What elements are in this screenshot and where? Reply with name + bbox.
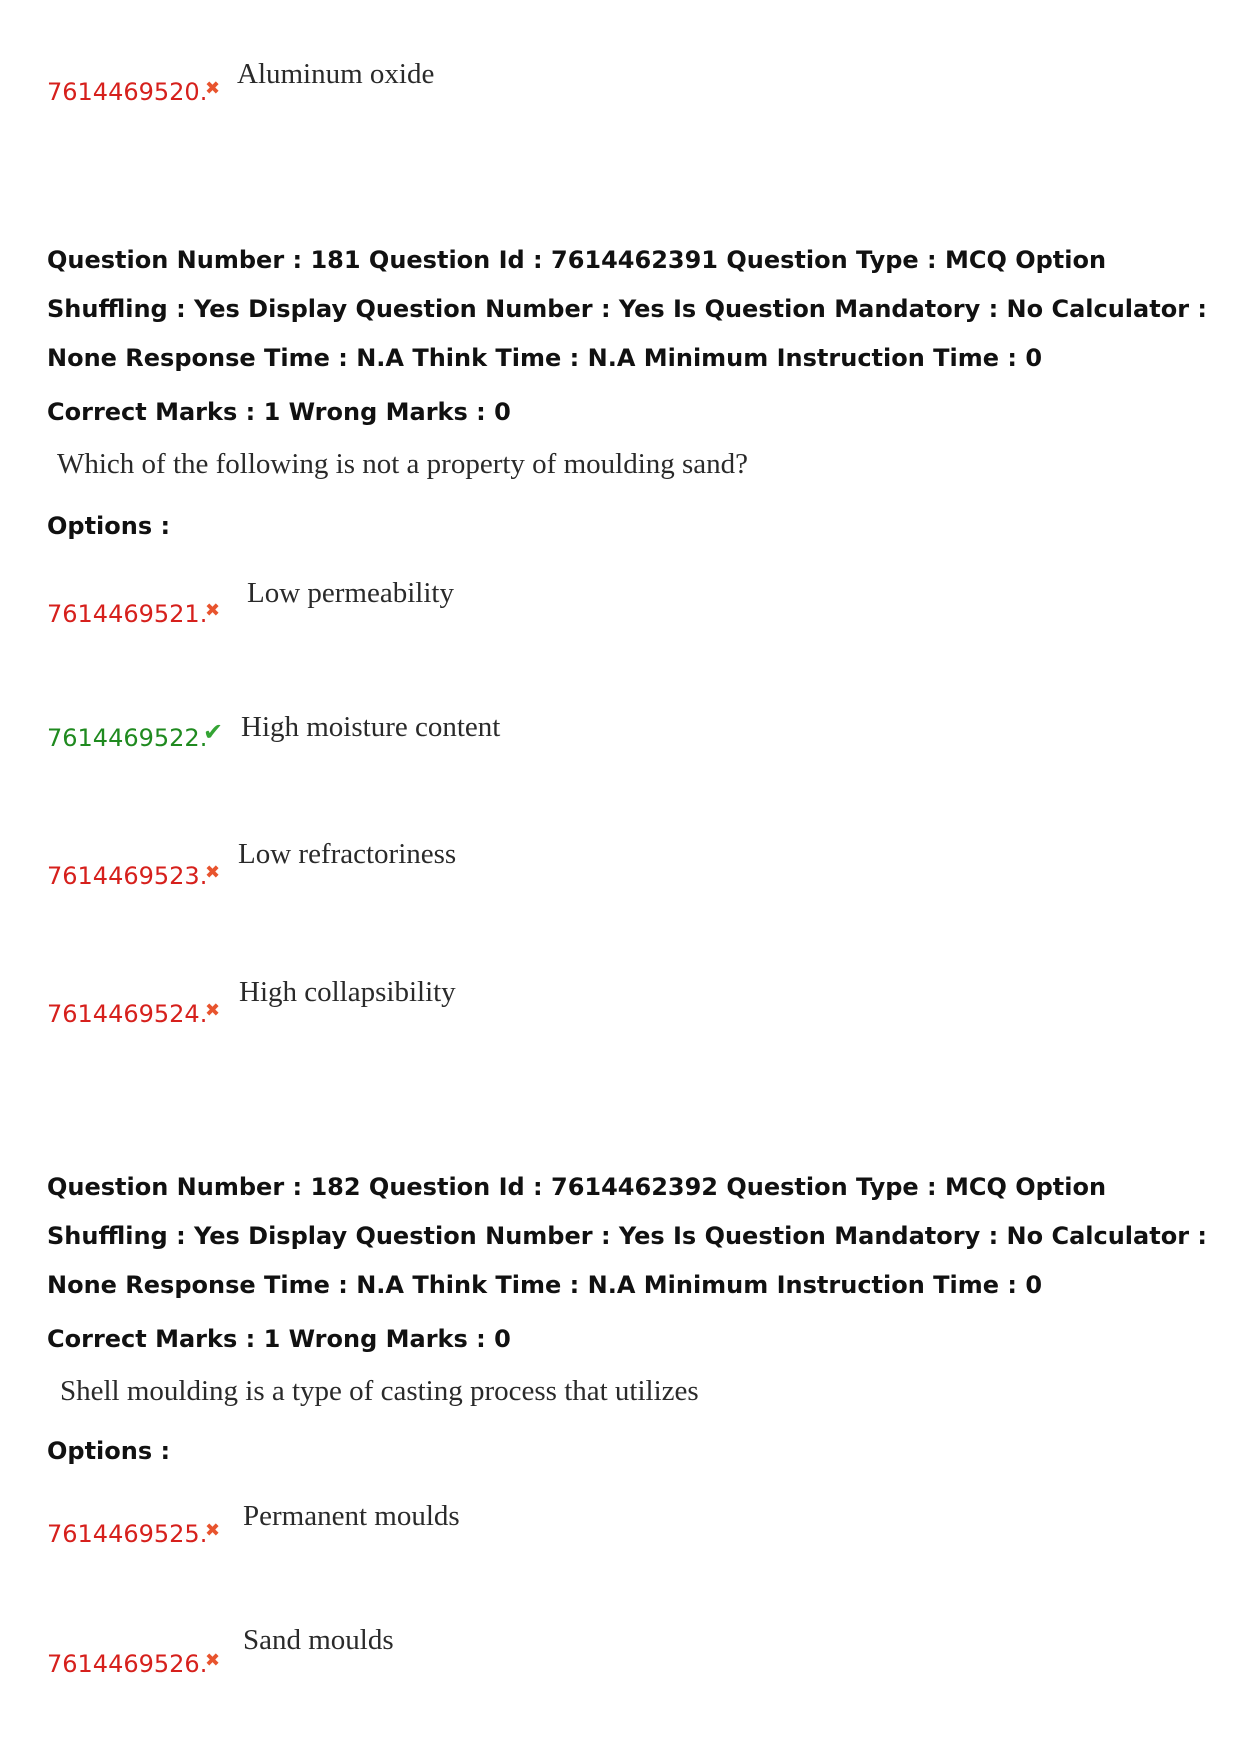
options-label: Options :: [47, 1437, 171, 1465]
cross-icon: ✖: [205, 862, 221, 883]
option-text: High collapsibility: [239, 976, 456, 1008]
option-id: 7614469521.: [47, 600, 208, 628]
option-id: 7614469525.: [47, 1520, 208, 1548]
option-id: 7614469524.: [47, 1000, 208, 1028]
question-text: Shell moulding is a type of casting process that utilizes: [60, 1375, 699, 1407]
option-id: 7614469523.: [47, 862, 208, 890]
question-meta: Question Number : 182 Question Id : 7614462392 Question Type : MCQ Option Shuffling : Yes Display Question Number : Yes Is Question Mandatory : No Calculator : None Response Time : N.A Think Time : N.A Minimum Instruction Time : 0: [47, 1173, 1207, 1299]
question-marks: Correct Marks : 1 Wrong Marks : 0: [47, 398, 511, 426]
cross-icon: ✖: [205, 78, 221, 99]
option-id: 7614469526.: [47, 1650, 208, 1678]
option-id: 7614469520.: [47, 78, 208, 106]
option-text: Low permeability: [247, 577, 454, 609]
question-meta: Question Number : 181 Question Id : 7614462391 Question Type : MCQ Option Shuffling : Yes Display Question Number : Yes Is Question Mandatory : No Calculator : None Response Time : N.A Think Time : N.A Minimum Instruction Time : 0: [47, 246, 1207, 372]
check-icon: ✔: [203, 718, 224, 746]
cross-icon: ✖: [205, 1520, 221, 1541]
option-text: Aluminum oxide: [237, 58, 435, 90]
option-id: 7614469522.: [47, 724, 208, 752]
cross-icon: ✖: [205, 1000, 221, 1021]
cross-icon: ✖: [205, 600, 221, 621]
option-text: Permanent moulds: [243, 1500, 460, 1532]
option-text: High moisture content: [241, 711, 501, 743]
options-label: Options :: [47, 512, 171, 540]
question-text: Which of the following is not a property of moulding sand?: [57, 448, 749, 480]
cross-icon: ✖: [205, 1650, 221, 1671]
option-text: Sand moulds: [243, 1624, 394, 1656]
question-marks: Correct Marks : 1 Wrong Marks : 0: [47, 1325, 511, 1353]
option-text: Low refractoriness: [238, 838, 457, 870]
